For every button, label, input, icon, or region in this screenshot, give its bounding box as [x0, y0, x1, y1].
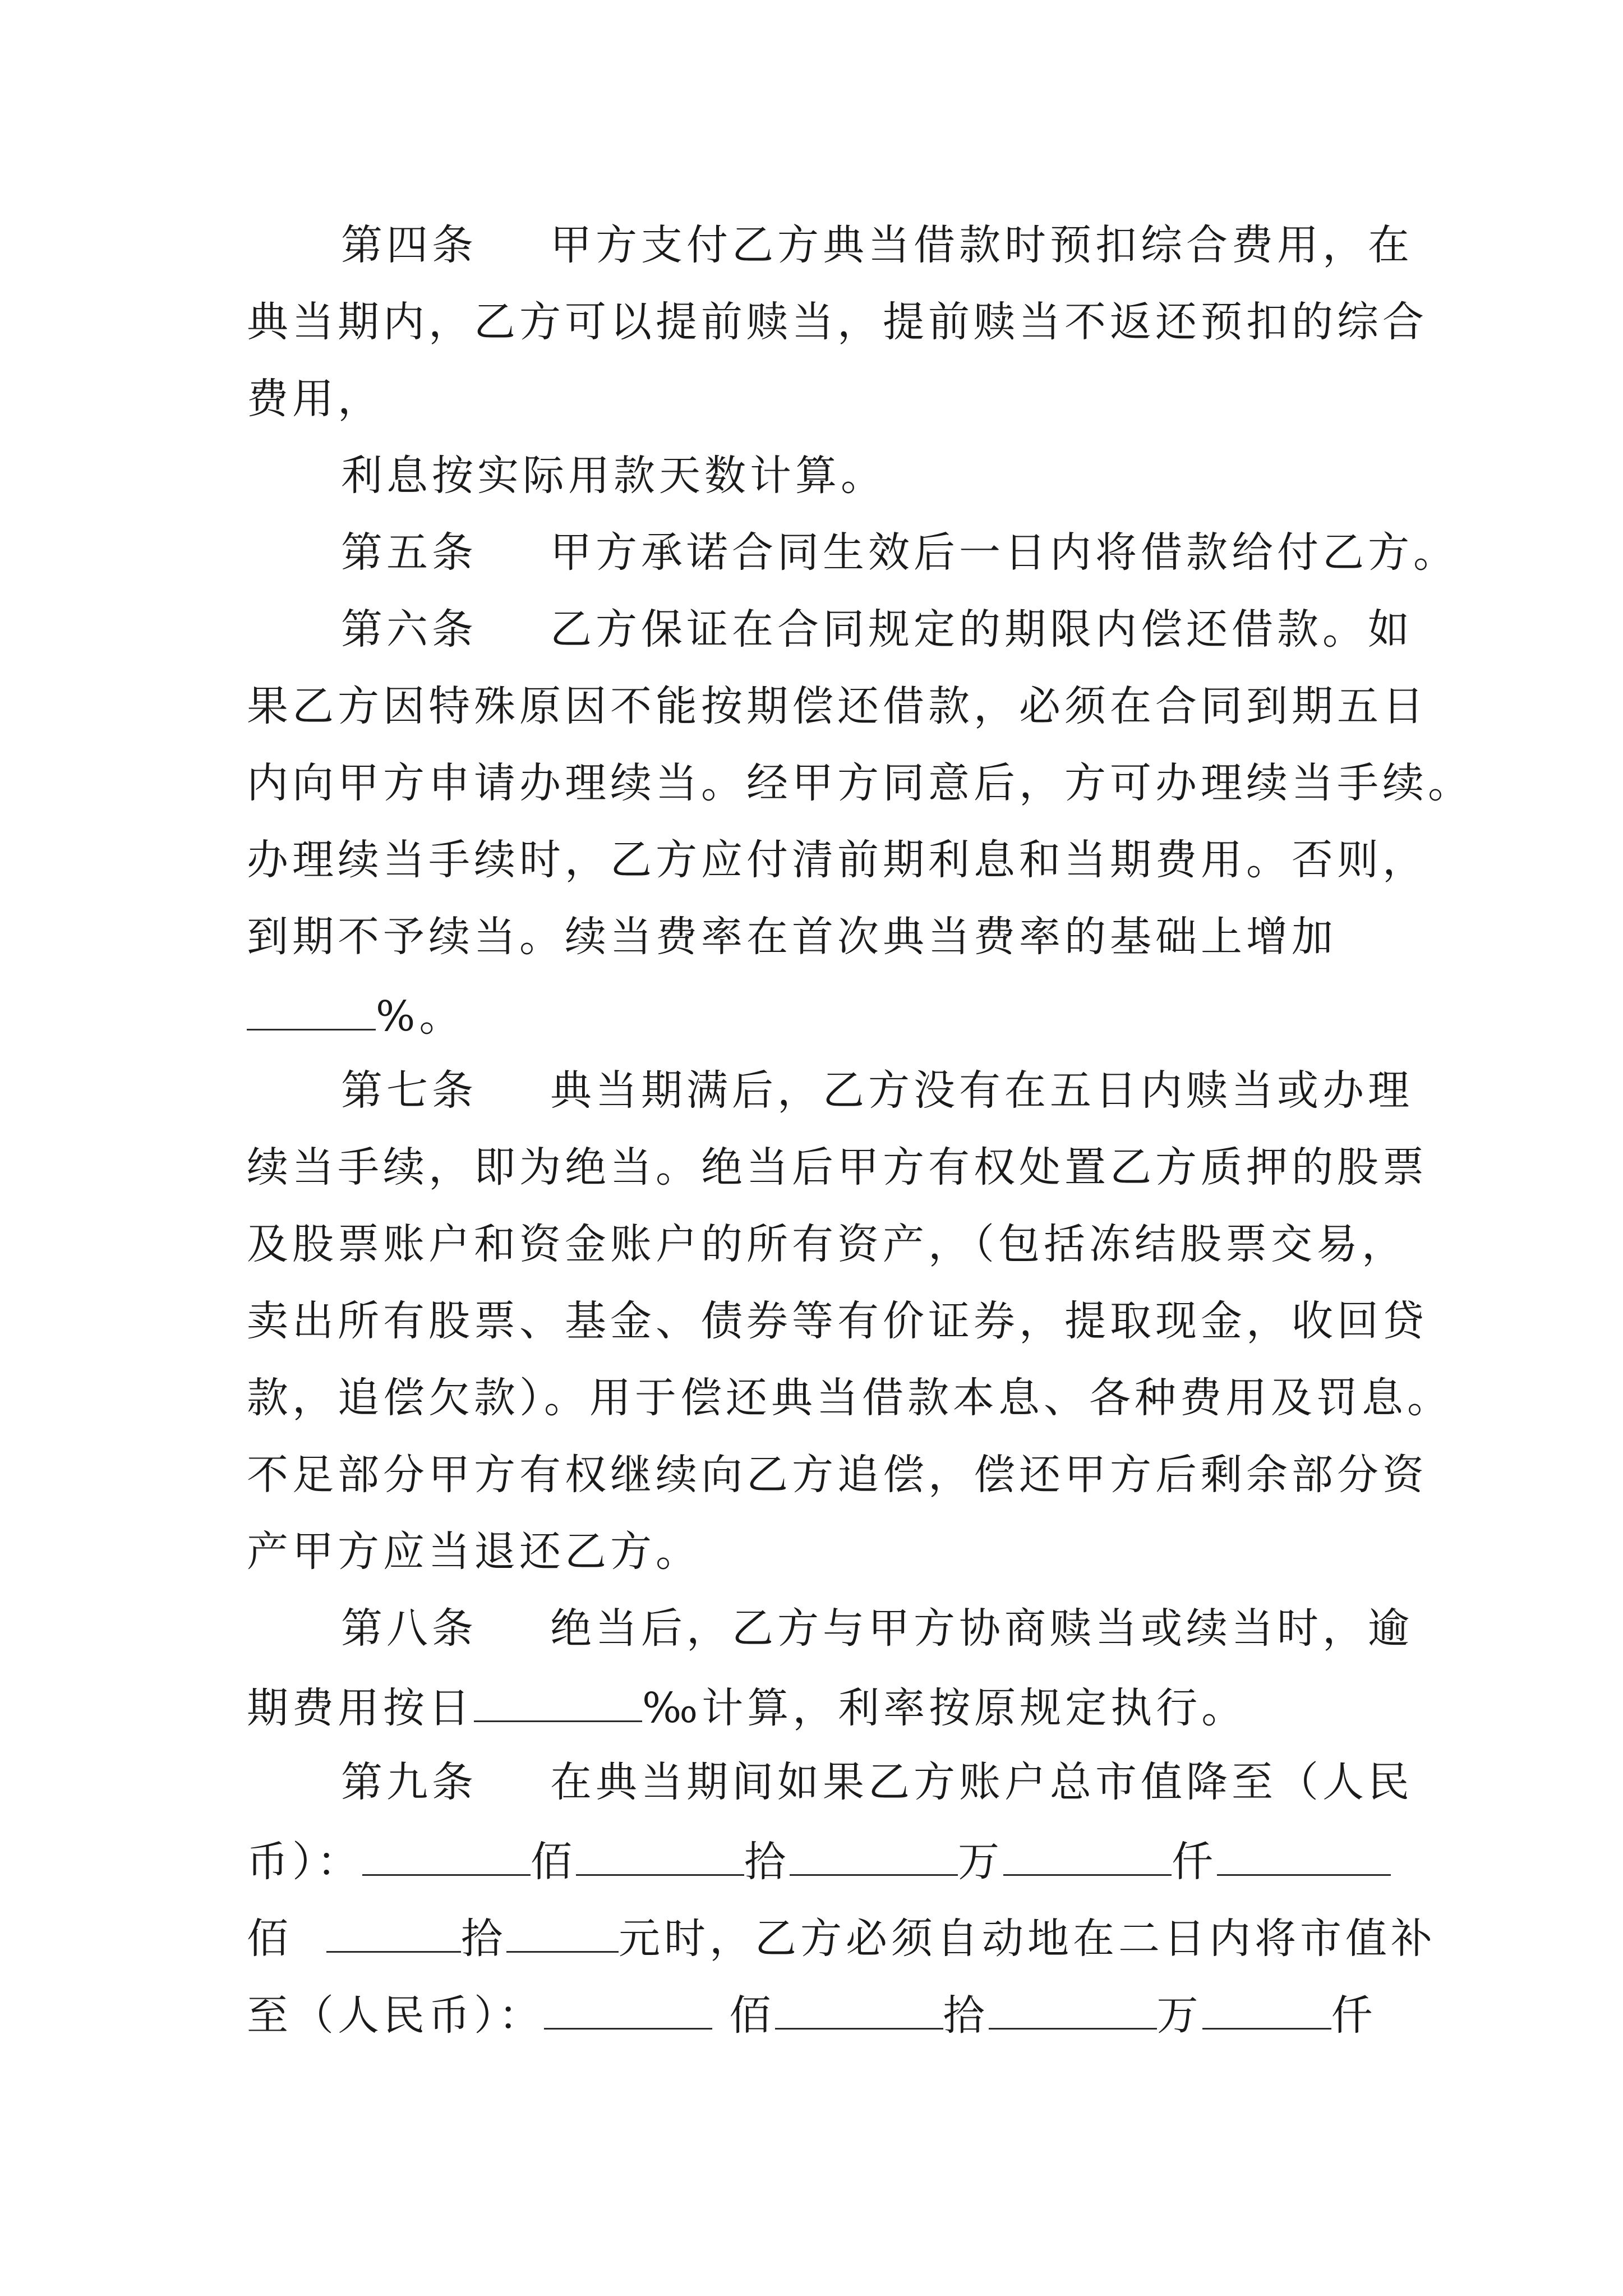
- clause-7-line-7: [247, 1527, 701, 1576]
- clause-head: 第七条: [341, 1066, 477, 1115]
- clause-head: 第九条: [341, 1758, 477, 1806]
- unit-label: 仟: [1331, 1991, 1377, 2040]
- clause-4-line-1: [341, 221, 1413, 269]
- clause-6-line-6: [247, 992, 465, 1041]
- fill-blank: [1202, 1992, 1331, 2030]
- clause-head: 第六条: [341, 605, 477, 654]
- clause-text: 甲方支付乙方典当借款时预扣综合费用，在: [550, 221, 1413, 269]
- clause-7-line-4: [247, 1297, 1428, 1345]
- clause-text: 币）：: [247, 1838, 362, 1886]
- clause-text: 果乙方因特殊原因不能按期偿还借款，必须在合同到期五日: [247, 682, 1428, 730]
- clause-text: 元时，乙方必须自动地在二日内将市值补: [619, 1915, 1437, 1963]
- clause-text: 乙方保证在合同规定的期限内偿还借款。如: [550, 605, 1413, 654]
- clause-text: %。: [376, 992, 465, 1041]
- clause-8-line-2: [247, 1684, 1247, 1732]
- clause-head: 第八条: [341, 1604, 477, 1653]
- unit-label: 万: [958, 1838, 1003, 1886]
- unit-label: 佰: [531, 1838, 576, 1886]
- unit-label: 拾: [943, 1991, 989, 2040]
- clause-text: 款，追偿欠款）。用于偿还典当借款本息、各种费用及罚息。: [247, 1374, 1453, 1422]
- unit-label: 佰: [729, 1991, 775, 2040]
- clause-9-line-1: [341, 1758, 1413, 1806]
- clause-5-line-1: [341, 528, 1459, 577]
- clause-9-line-4: [247, 1991, 1377, 2040]
- clause-6-line-2: [247, 682, 1428, 730]
- fill-blank: [247, 993, 376, 1030]
- clause-4-line-4: [341, 452, 886, 500]
- clause-7-line-5: [247, 1374, 1453, 1422]
- clause-6-line-1: [341, 605, 1413, 654]
- clause-text: 不足部分甲方有权继续向乙方追偿，偿还甲方后剩余部分资: [247, 1451, 1428, 1499]
- clause-text: 在典当期间如果乙方账户总市值降至（人民: [550, 1758, 1413, 1806]
- clause-4-line-3: [247, 375, 383, 423]
- clause-6-line-4: [247, 836, 1428, 884]
- clause-4-line-2: [247, 298, 1428, 346]
- clause-head: 第四条: [341, 221, 477, 269]
- clause-text: 期费用按日: [247, 1684, 474, 1732]
- clause-9-line-2: [247, 1838, 1391, 1886]
- fill-blank: [506, 1915, 619, 1953]
- clause-text: 费用，: [247, 375, 383, 423]
- unit-label: 仟: [1172, 1838, 1217, 1886]
- fill-blank: [362, 1838, 531, 1876]
- clause-text: 卖出所有股票、基金、债券等有价证券，提取现金，收回贷: [247, 1297, 1428, 1345]
- fill-blank: [775, 1992, 943, 2030]
- clause-head: 第五条: [341, 528, 477, 577]
- clause-text: 绝当后，乙方与甲方协商赎当或续当时，逾: [550, 1604, 1413, 1653]
- clause-7-line-2: [247, 1143, 1428, 1191]
- clause-text: ‰计算，利率按原规定执行。: [642, 1684, 1247, 1732]
- clause-6-line-3: [247, 759, 1473, 807]
- unit-label: 佰: [247, 1915, 292, 1963]
- clause-text: 产甲方应当退还乙方。: [247, 1527, 701, 1576]
- fill-blank: [474, 1685, 642, 1722]
- clause-text: 利息按实际用款天数计算。: [341, 452, 886, 500]
- fill-blank: [1003, 1838, 1172, 1876]
- fill-blank: [1217, 1838, 1391, 1876]
- clause-text: 典当期内，乙方可以提前赎当，提前赎当不返还预扣的综合: [247, 298, 1428, 346]
- clause-text: 至（人民币）：: [247, 1991, 544, 2040]
- clause-text: 到期不予续当。续当费率在首次典当费率的基础上增加: [247, 913, 1337, 961]
- unit-label: 拾: [461, 1915, 507, 1963]
- clause-7-line-3: [247, 1220, 1407, 1268]
- fill-blank: [576, 1838, 744, 1876]
- clause-7-line-1: [341, 1066, 1413, 1115]
- clause-text: 办理续当手续时，乙方应付清前期利息和当期费用。否则，: [247, 836, 1428, 884]
- clause-7-line-6: [247, 1451, 1428, 1499]
- clause-6-line-5: [247, 913, 1337, 961]
- fill-blank: [989, 1992, 1157, 2030]
- unit-label: 万: [1156, 1991, 1202, 2040]
- clause-8-line-1: [341, 1604, 1413, 1653]
- fill-blank: [326, 1915, 461, 1953]
- clause-text: 内向甲方申请办理续当。经甲方同意后，方可办理续当手续。: [247, 759, 1473, 807]
- clause-text: 续当手续，即为绝当。绝当后甲方有权处置乙方质押的股票: [247, 1143, 1428, 1191]
- clause-text: 及股票账户和资金账户的所有资产，（包括冻结股票交易，: [247, 1220, 1407, 1268]
- clause-text: 甲方承诺合同生效后一日内将借款给付乙方。: [550, 528, 1459, 577]
- fill-blank: [544, 1992, 712, 2030]
- clause-text: 典当期满后，乙方没有在五日内赎当或办理: [550, 1066, 1413, 1115]
- fill-blank: [790, 1838, 958, 1876]
- clause-9-line-3: [247, 1915, 1437, 1963]
- unit-label: 拾: [744, 1838, 790, 1886]
